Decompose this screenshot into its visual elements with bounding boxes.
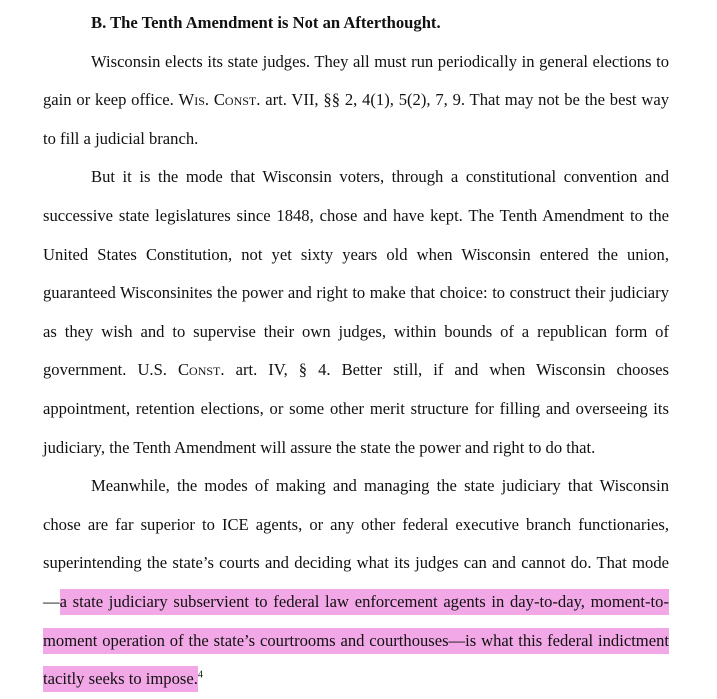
- paragraph-2-text-b: art. IV, § 4. Better still, if and when Wisconsin chooses appointment, retention elections, or some other merit structure for filling and overseeing its judiciary, the Tenth Amendment will assure the state the power and right to do that.: [43, 360, 669, 457]
- paragraph-2: [43, 158, 669, 467]
- footnote-marker[interactable]: 4: [197, 669, 203, 681]
- paragraph-1-text-a: Wisconsin elects its state judges. They all must run periodically in general elections to gain or keep office.: [43, 51, 669, 110]
- citation-us-prefix: U.S.: [137, 360, 178, 380]
- paragraph-2-text-a: But it is the mode that Wisconsin voters, through a constitutional convention and successive state legislatures since 1848, chose and have kept. The Tenth Amendment to the United States Constitution, not yet sixty years old when Wisconsin entered the union, guaranteed Wisconsinites the power and right to make that choice: to construct their judiciary as they wish and to supervise their own judges, within bounds of a republican form of government.: [43, 167, 669, 380]
- paragraph-3-text-a: Meanwhile, the modes of making and managing the state judiciary that Wisconsin chose are far superior to ICE agents, or any other federal executive branch functionaries, superintending the state’s courts and deciding what its judges can and cannot do. That mode—: [43, 476, 669, 611]
- paragraph-3: [43, 467, 669, 699]
- highlighted-passage: a state judiciary subservient to federal law enforcement agents in day-to-day, moment-to-moment operation of the state’s courtrooms and courthouses—is what this federal indictment tacitly seeks to impose.: [43, 589, 669, 692]
- paragraph-1-text-b: art. VII, §§ 2, 4(1), 5(2), 7, 9. That may not be the best way to fill a judicial branch.: [43, 90, 669, 148]
- paragraph-1: [43, 43, 669, 159]
- citation-wis-const: Wis. Const.: [178, 90, 261, 110]
- section-heading: B. The Tenth Amendment is Not an Afterthought.: [91, 13, 441, 32]
- citation-us-const: Const.: [177, 360, 225, 380]
